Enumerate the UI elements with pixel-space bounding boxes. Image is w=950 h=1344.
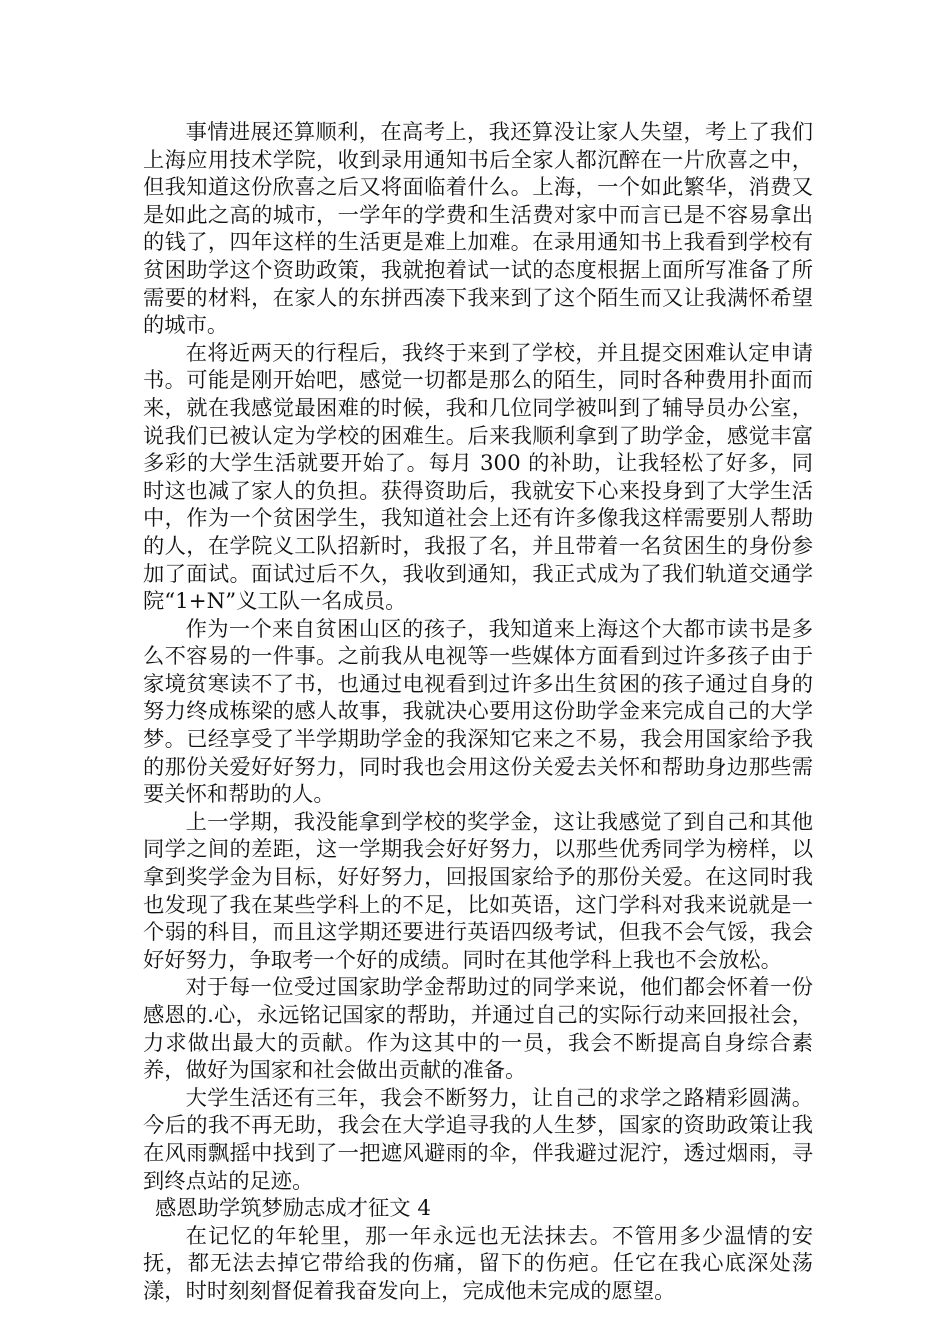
- paragraph-1: 事情进展还算顺利，在高考上，我还算没让家人失望，考上了我们上海应用技术学院，收到录用通知书后全家人都沉醉在一片欣喜之中，但我知道这份欣喜之后又将面临着什么。上海，一个如此繁华，消费又是如此之高的城市，一学年的学费和生活费对家中而言已是不容易拿出的钱了，四年这样的生活更是难上加难。在录用通知书上我看到学校有贫困助学这个资助政策，我就抱着试一试的态度根据上面所写准备了所需要的材料，在家人的东拼西凑下我来到了这个陌生而又让我满怀希望的城市。: [143, 120, 813, 339]
- paragraph-6: 大学生活还有三年，我会不断努力，让自己的求学之路精彩圆满。今后的我不再无助，我会在大学追寻我的人生梦，国家的资助政策让我在风雨飘摇中找到了一把遮风避雨的伞，伴我避过泥泞，透过烟雨，寻到终点站的足迹。: [143, 1085, 813, 1194]
- section-heading: 感恩助学筑梦励志成才征文 4: [155, 1196, 431, 1222]
- paragraph-2: 在将近两天的行程后，我终于来到了学校，并且提交困难认定申请书。可能是刚开始吧，感觉一切都是那么的陌生，同时各种费用扑面而来，就在我感觉最困难的时候，我和几位同学被叫到了辅导员办公室，说我们已被认定为学校的困难生。后来我顺利拿到了助学金，感觉丰富多彩的大学生活就要开始了。每月 300 的补助，让我轻松了好多，同时这也减了家人的负担。获得资助后，我就安下心来投身到了大学生活中，作为一个贫困学生，我知道社会上还有许多像我这样需要别人帮助的人，在学院义工队招新时，我报了名，并且带着一名贫困生的身份参加了面试。面试过后不久，我收到通知，我正式成为了我们轨道交通学院“1+N”义工队一名成员。: [143, 340, 813, 615]
- paragraph-3: 作为一个来自贫困山区的孩子，我知道来上海这个大都市读书是多么不容易的一件事。之前我从电视等一些媒体方面看到过许多孩子由于家境贫寒读不了书，也通过电视看到过许多出生贫困的孩子通过自身的努力终成栋梁的感人故事，我就决心要用这份助学金来完成自己的大学梦。已经享受了半学期助学金的我深知它来之不易，我会用国家给予我的那份关爱好好努力，同时我也会用这份关爱去关怀和帮助身边那些需要关怀和帮助的人。: [143, 616, 813, 808]
- paragraph-4: 上一学期，我没能拿到学校的奖学金，这让我感觉了到自己和其他同学之间的差距，这一学期我会好好努力，以那些优秀同学为榜样，以拿到奖学金为目标，好好努力，回报国家给予的那份关爱。在这同时我也发现了我在某些学科上的不足，比如英语，这门学科对我来说就是一个弱的科目，而且这学期还要进行英语四级考试，但我不会气馁，我会好好努力，争取考一个好的成绩。同时在其他学科上我也不会放松。: [143, 809, 813, 973]
- paragraph-5: 对于每一位受过国家助学金帮助过的同学来说，他们都会怀着一份感恩的.心，永远铭记国家的帮助，并通过自己的实际行动来回报社会，力求做出最大的贡献。作为这其中的一员，我会不断提高自身综合素养，做好为国家和社会做出贡献的准备。: [143, 975, 813, 1084]
- paragraph-7: 在记忆的年轮里，那一年永远也无法抹去。不管用多少温情的安抚，都无法去掉它带给我的伤痛，留下的伤疤。任它在我心底深处荡漾，时时刻刻督促着我奋发向上，完成他未完成的愿望。: [143, 1223, 813, 1304]
- document-body: [143, 119, 813, 1306]
